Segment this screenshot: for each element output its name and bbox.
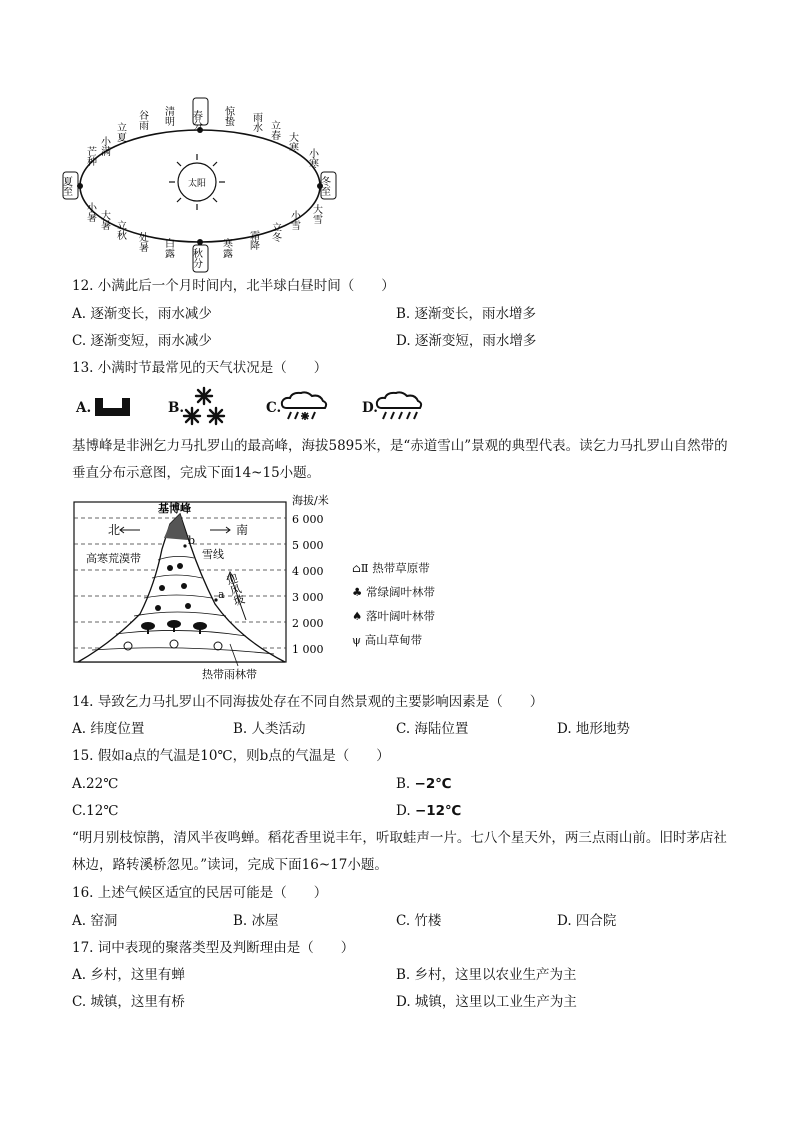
q17-option-c[interactable]: C. 城镇，这里有桥 (72, 994, 185, 1010)
peak-label: 基博峰 (158, 502, 191, 515)
q15-option-c[interactable]: C.12℃ (72, 803, 119, 819)
q16-option-a[interactable]: A. 窑洞 (72, 913, 118, 929)
north-label: 北 (108, 523, 121, 537)
term-jingzhe: 惊蛰 (222, 106, 234, 126)
term-chushu: 处暑 (136, 232, 148, 252)
savanna-icon: ⌂Ⅱ (352, 561, 373, 575)
term-yushui: 雨水 (250, 112, 262, 132)
q13-option-a-label[interactable]: A. (76, 400, 92, 416)
term-lidong: 立冬 (269, 222, 281, 242)
alpine-desert-label: 高寒荒漠带 (86, 552, 141, 565)
term-xiaohan: 小寒 (306, 148, 318, 168)
legend-savanna: ⌂Ⅱ 热带草原带 (352, 561, 430, 575)
point-a-label: a (218, 588, 225, 601)
term-dahan: 大寒 (286, 132, 298, 152)
q14-option-d[interactable]: D. 地形地势 (557, 721, 630, 737)
term-xiaoshu: 小暑 (84, 202, 96, 222)
term-qingming: 清明 (162, 106, 174, 126)
q15-option-a[interactable]: A.22℃ (72, 776, 119, 792)
term-guyu: 谷雨 (136, 110, 148, 130)
rainforest-label: 热带雨林带 (202, 668, 257, 680)
q15-option-d[interactable]: D. −12℃ (396, 803, 462, 819)
snow-weather-icon (180, 386, 228, 426)
term-chunfen: 春分 (190, 110, 202, 130)
term-lixia: 立夏 (114, 122, 126, 142)
solar-terms-orbit-figure (60, 92, 340, 277)
tick-1000: 1 000 (292, 643, 324, 656)
q17-option-a[interactable]: A. 乡村，这里有蝉 (72, 967, 185, 983)
q16-option-c[interactable]: C. 竹楼 (396, 913, 442, 929)
q15-stem: 15. 假如a点的气温是10℃，则b点的气温是（ ） (72, 748, 390, 764)
sleet-weather-icon (279, 390, 329, 422)
q13-option-c-label[interactable]: C. (266, 400, 282, 416)
term-bailu: 白露 (162, 238, 174, 258)
term-xiaoxue: 小雪 (288, 210, 300, 230)
poem-intro: “明月别枝惊鹊，清风半夜鸣蝉。稻花香里说丰年，听取蛙声一片。七八个星天外，两三点雨山前。旧时茅店社林边，路转溪桥忽见。”读词，完成下面16~17小题。 (72, 830, 727, 873)
altitude-axis-title: 海拔/米 (292, 494, 329, 507)
q12-option-b[interactable]: B. 逐渐变长，雨水增多 (396, 306, 537, 322)
q12-option-c[interactable]: C. 逐渐变短，雨水减少 (72, 333, 212, 349)
tick-4000: 4 000 (292, 565, 324, 578)
q14-option-a[interactable]: A. 纬度位置 (72, 721, 145, 737)
rain-weather-icon (374, 390, 424, 422)
kilimanjaro-intro: 基博峰是非洲乞力马扎罗山的最高峰，海拔5895米，是“赤道雪山”景观的典型代表。读乞力马扎罗山自然带的垂直分布示意图，完成下面14~15小题。 (72, 438, 728, 481)
tick-3000: 3 000 (292, 591, 324, 604)
q16-option-d[interactable]: D. 四合院 (557, 913, 617, 929)
q14-stem: 14. 导致乞力马扎罗山不同海拔处存在不同自然景观的主要影响因素是（ ） (72, 694, 544, 710)
legend-evergreen: ♣ 常绿阔叶林带 (352, 585, 435, 599)
q15-option-b[interactable]: B. −2℃ (396, 776, 452, 792)
q17-option-d[interactable]: D. 城镇，这里以工业生产为主 (396, 994, 577, 1010)
sunny-weather-icon (93, 396, 133, 418)
q15-option-d-value: −12℃ (414, 803, 462, 819)
q14-option-b[interactable]: B. 人类活动 (233, 721, 306, 737)
deciduous-tree-icon: ♠ (352, 609, 366, 623)
q13-stem: 13. 小满时节最常见的天气状况是（ ） (72, 360, 328, 376)
term-hanlu: 寒露 (220, 238, 232, 258)
tick-5000: 5 000 (292, 539, 324, 552)
term-mangzhong: 芒种 (84, 146, 96, 166)
q16-option-b[interactable]: B. 冰屋 (233, 913, 279, 929)
term-xiaoman: 小满 (98, 136, 110, 156)
q13-option-b-label[interactable]: B. (168, 400, 185, 416)
q12-option-a[interactable]: A. 逐渐变长，雨水减少 (72, 306, 212, 322)
south-label: 南 (236, 523, 249, 537)
term-dashu: 大暑 (98, 210, 110, 230)
term-shuangjiang: 霜降 (247, 230, 259, 250)
q17-stem: 17. 词中表现的聚落类型及判断理由是（ ） (72, 940, 355, 956)
q16-stem: 16. 上述气候区适宜的民居可能是（ ） (72, 885, 328, 901)
windward-slope-label: 迎风坡 (223, 571, 247, 608)
term-dongzhi: 冬至 (318, 176, 330, 196)
term-xiazhi: 夏至 (60, 176, 72, 196)
point-b-label: b (188, 534, 196, 547)
legend-meadow: ψ 高山草甸带 (352, 633, 423, 647)
mountain-legend (352, 556, 435, 652)
meadow-icon: ψ (352, 633, 365, 647)
term-lichun: 立春 (268, 120, 280, 140)
sun-label: 太阳 (187, 179, 207, 189)
term-qiufen: 秋分 (190, 248, 202, 268)
q12-option-d[interactable]: D. 逐渐变短，雨水增多 (396, 333, 537, 349)
q15-option-b-value: −2℃ (414, 776, 452, 792)
evergreen-tree-icon: ♣ (352, 585, 366, 599)
term-liqiu: 立秋 (114, 220, 126, 240)
tick-2000: 2 000 (292, 617, 324, 630)
tick-6000: 6 000 (292, 513, 324, 526)
q13-option-d-label[interactable]: D. (362, 400, 378, 416)
legend-deciduous: ♠ 落叶阔叶林带 (352, 609, 435, 623)
q14-option-c[interactable]: C. 海陆位置 (396, 721, 469, 737)
q12-stem: 12. 小满此后一个月时间内，北半球白昼时间（ ） (72, 278, 395, 294)
snowline-label: 雪线 (202, 548, 224, 561)
q17-option-b[interactable]: B. 乡村，这里以农业生产为主 (396, 967, 577, 983)
term-daxue: 大雪 (310, 204, 322, 224)
